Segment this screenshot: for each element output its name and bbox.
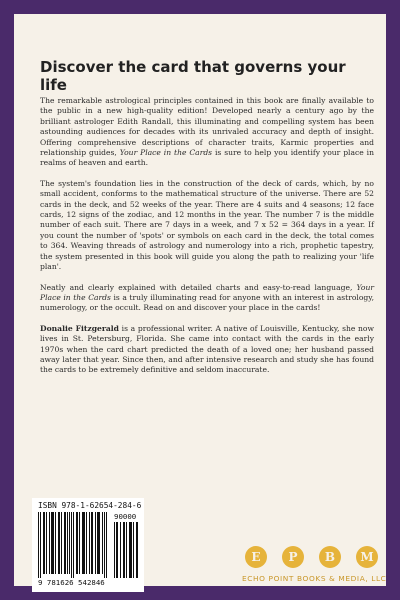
blurb-paragraph-3 — [40, 283, 374, 314]
blurb — [40, 96, 374, 376]
logo-letter-b: B — [319, 546, 341, 568]
logo-letter-p: P — [282, 546, 304, 568]
author-bio-text: is a professional writer. A native of Louisville, Kentucky, she now lives in St. Petersburg, Florida. She came into contact with the cards in the early 1970s when the card chart predicted the death of a loved one; her husband passed away later that year. Since then, and after intensive research and study she has found the cards to be extremely definitive and seldom inaccurate. — [40, 323, 374, 375]
publisher-logo — [242, 546, 392, 596]
ean-digits: 9 781626 542846 — [38, 578, 105, 587]
publisher-name: ECHO POINT BOOKS & MEDIA, LLC — [242, 574, 387, 583]
paragraph-1-text-end: is sure to help you identify your place in realms of heaven and earth. — [40, 148, 374, 168]
price-addon-digits: 90000 — [114, 512, 137, 521]
author-name: Donalie Fitzgerald — [40, 323, 119, 333]
paragraph-3-text-end: is a truly illuminating read for anyone with an interest in astrology, numerology, or the occult. Read on and discover your place in the cards! — [40, 292, 374, 313]
author-bio — [40, 324, 374, 376]
paragraph-3-text: Neatly and clearly explained with detailed charts and easy-to-read language, — [40, 282, 353, 292]
blurb-paragraph-2: The system's foundation lies in the construction of the deck of cards, which, by no small accident, conforms to the mathematical structure of the universe. There are 52 cards in the deck, and 52 weeks of the year. There are 4 suits and 4 seasons; 12 face cards, 12 signs of the zodiac, and 12 months in the year. The number 7 is the middle number of each suit. There are 7 days in a week, and 7 x 52 = 364 days in a year. If you count the number of 'spots' or symbols on each card in the deck, the total comes to 364. Weaving threads of astrology and numerology into a rich, prophetic tapestry, the system presented in this book will guide you along the path to realizing your 'life plan'. — [40, 178, 374, 272]
logo-letter-e: E — [245, 546, 267, 568]
book-title-italic: Your Place in the Cards — [119, 148, 213, 158]
cover-heading: Discover the card that governs your life — [40, 58, 346, 94]
blurb-paragraph-1 — [40, 96, 374, 169]
logo-letter-m: M — [356, 546, 378, 568]
paragraph-1-text: The remarkable astrological principles contained in this book are finally available to the public in a new high-quality edition! Developed nearly a century ago by the brilliant astrologer Edith Randall, this illuminating and compelling system has been astounding audiences for decades with its unrivaled accuracy and depth of insight. Offering comprehensive descriptions of character traits, Karmic properties and relationship guides, — [40, 96, 374, 158]
back-cover — [14, 14, 386, 586]
isbn-number: ISBN 978-1-62654-284-6 — [38, 501, 142, 510]
isbn-barcode — [32, 498, 144, 592]
book-title-italic: Your Place in the Cards — [40, 282, 374, 302]
barcode-bars — [38, 512, 142, 578]
